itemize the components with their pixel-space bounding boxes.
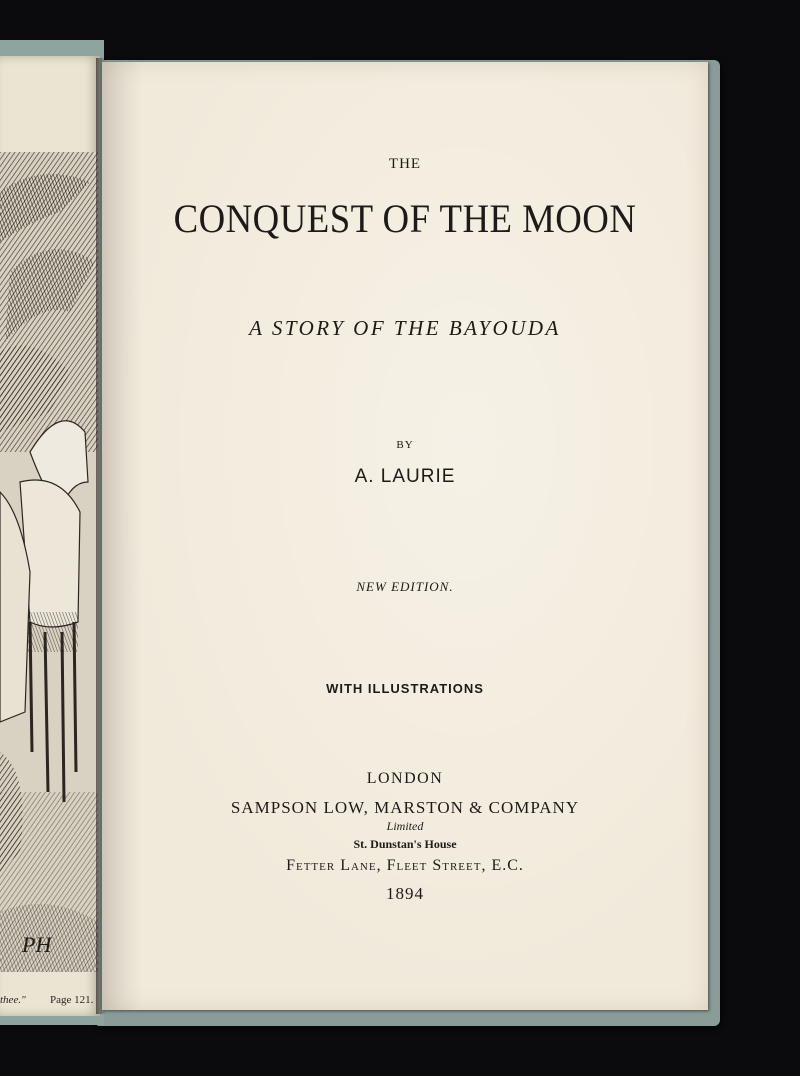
author-name: A. LAURIE xyxy=(354,466,456,487)
book-title: CONQUEST OF THE MOON xyxy=(173,196,637,241)
imprint-address: Fetter Lane, Fleet Street, E.C. xyxy=(286,857,524,874)
imprint-house: St. Dunstan's House xyxy=(353,837,457,851)
frontispiece-page xyxy=(0,56,100,1016)
caption-quote: thee." xyxy=(0,994,26,1006)
show-through-text xyxy=(102,368,708,394)
frontispiece-caption xyxy=(0,994,100,1014)
imprint-city: LONDON xyxy=(366,770,444,787)
engraver-monogram: PH xyxy=(22,932,52,957)
imprint-year: 1894 xyxy=(386,884,424,903)
edition-note: NEW EDITION. xyxy=(356,579,454,594)
caption-page-ref: Page 121. xyxy=(50,994,94,1006)
imprint-publisher: SAMPSON LOW, MARSTON & COMPANY xyxy=(230,798,580,817)
imprint-limited: Limited xyxy=(386,819,424,833)
title-page xyxy=(102,62,708,1010)
title-article: THE xyxy=(388,156,422,172)
by-line: BY xyxy=(396,439,414,451)
illustrations-note: WITH ILLUSTRATIONS xyxy=(326,681,484,696)
frontispiece-engraving xyxy=(0,152,98,972)
book-subtitle: A STORY OF THE BAYOUDA xyxy=(249,316,561,340)
